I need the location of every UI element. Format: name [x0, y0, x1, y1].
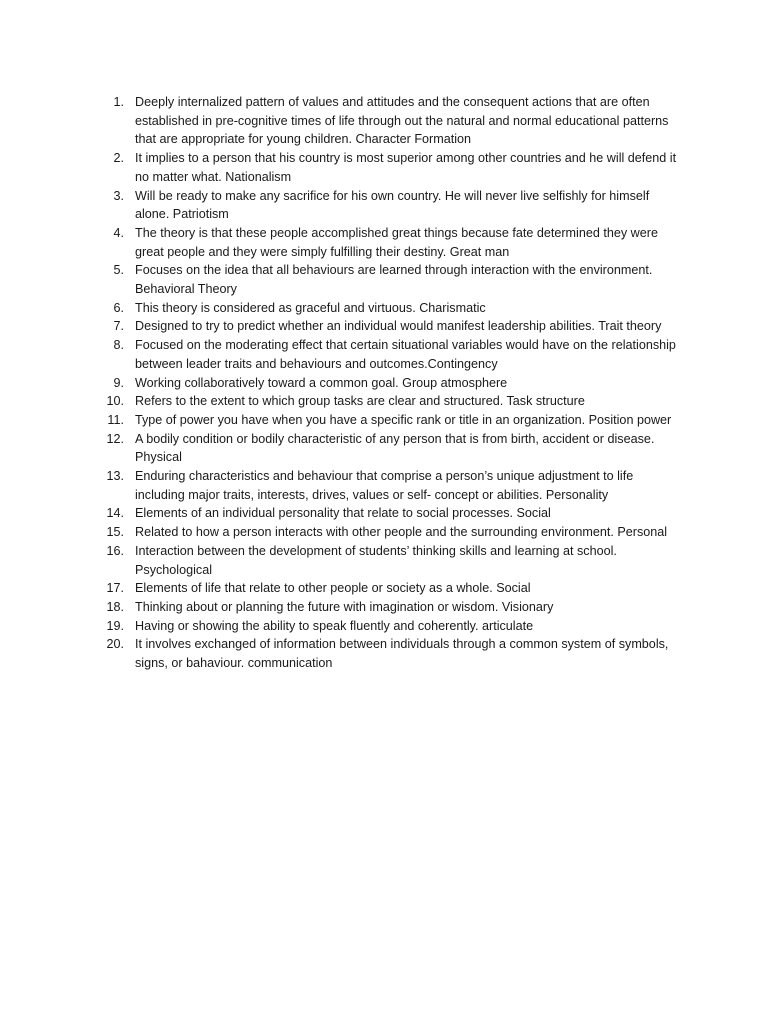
list-item	[100, 261, 685, 298]
item-text: Thinking about or planning the future with imagination or wisdom. Visionary	[135, 599, 554, 614]
item-text: Elements of life that relate to other people or society as a whole. Social	[135, 581, 531, 596]
item-number: 16.	[106, 543, 124, 558]
item-text: Focused on the moderating effect that certain situational variables would have on the relationship between leader traits and behaviours and outcomes.Contingency	[135, 338, 676, 371]
item-number: 13.	[106, 469, 124, 484]
item-number: 3.	[113, 188, 124, 203]
numbered-list	[100, 93, 685, 673]
item-text: A bodily condition or bodily characteristic of any person that is from birth, accident or disease. Physical	[135, 431, 655, 465]
item-text: Deeply internalized pattern of values and attitudes and the consequent actions that are often established in pre-cognitive times of life through out the natural and normal educational patterns that are appropriate for young children. Character Formation	[135, 95, 669, 147]
item-number: 8.	[113, 338, 124, 353]
item-number: 9.	[113, 375, 124, 390]
list-item	[100, 504, 685, 523]
item-number: 7.	[113, 319, 124, 334]
item-number: 10.	[106, 394, 124, 409]
item-text: Related to how a person interacts with other people and the surrounding environment. Personal	[135, 525, 668, 540]
list-item	[100, 374, 685, 393]
item-number: 5.	[113, 263, 124, 278]
item-number: 11.	[107, 412, 124, 427]
list-item	[100, 93, 685, 149]
item-number: 12.	[106, 431, 124, 446]
item-number: 20.	[106, 637, 124, 652]
item-number: 1.	[113, 95, 124, 109]
item-text: Elements of an individual personality that relate to social processes. Social	[135, 506, 551, 521]
item-text: Will be ready to make any sacrifice for his own country. He will never live selfishly for himself alone. Patriotism	[135, 188, 650, 222]
item-number: 17.	[106, 581, 124, 596]
list-item	[100, 224, 685, 261]
list-item	[100, 617, 685, 636]
list-item	[100, 542, 685, 579]
item-text: Enduring characteristics and behaviour that comprise a person’s unique adjustment to life including major traits, interests, drives, values or self- concept or abilities. Personality	[135, 469, 634, 502]
item-text: It involves exchanged of information between individuals through a common system of symbols, signs, or bahaviour. communication	[135, 637, 669, 671]
list-item	[100, 392, 685, 411]
item-number: 6.	[113, 300, 124, 315]
list-item	[100, 336, 685, 373]
item-text: Type of power you have when you have a specific rank or title in an organization. Position power	[135, 412, 672, 427]
item-number: 19.	[106, 618, 124, 633]
item-text: Refers to the extent to which group tasks are clear and structured. Task structure	[135, 394, 585, 409]
item-text: Interaction between the development of students’ thinking skills and learning at school. Psychological	[135, 543, 617, 577]
list-item	[100, 411, 685, 430]
list-item	[100, 579, 685, 598]
list-item	[100, 598, 685, 617]
item-number: 18.	[106, 599, 124, 614]
list-item	[100, 467, 685, 504]
item-text: It implies to a person that his country is most superior among other countries and he will defend it no matter what. Nationalism	[135, 151, 677, 184]
item-text: Focuses on the idea that all behaviours are learned through interaction with the environment. Behavioral Theory	[135, 263, 653, 297]
item-text: Designed to try to predict whether an individual would manifest leadership abilities. Trait theory	[135, 319, 662, 334]
list-item	[100, 635, 685, 672]
list-item	[100, 187, 685, 224]
item-number: 4.	[113, 225, 124, 240]
item-number: 14.	[106, 506, 124, 521]
item-text: Working collaboratively toward a common goal. Group atmosphere	[135, 375, 508, 390]
item-text: This theory is considered as graceful and virtuous. Charismatic	[135, 300, 486, 315]
list-item	[100, 523, 685, 542]
item-number: 15.	[106, 525, 124, 540]
list-item	[100, 430, 685, 467]
item-text: The theory is that these people accomplished great things because fate determined they were great people and they were simply fulfilling their destiny. Great man	[135, 225, 658, 259]
list-item	[100, 149, 685, 186]
list-item	[100, 299, 685, 318]
item-number: 2.	[113, 151, 124, 166]
list-item	[100, 317, 685, 336]
item-text: Having or showing the ability to speak fluently and coherently. articulate	[135, 618, 534, 633]
